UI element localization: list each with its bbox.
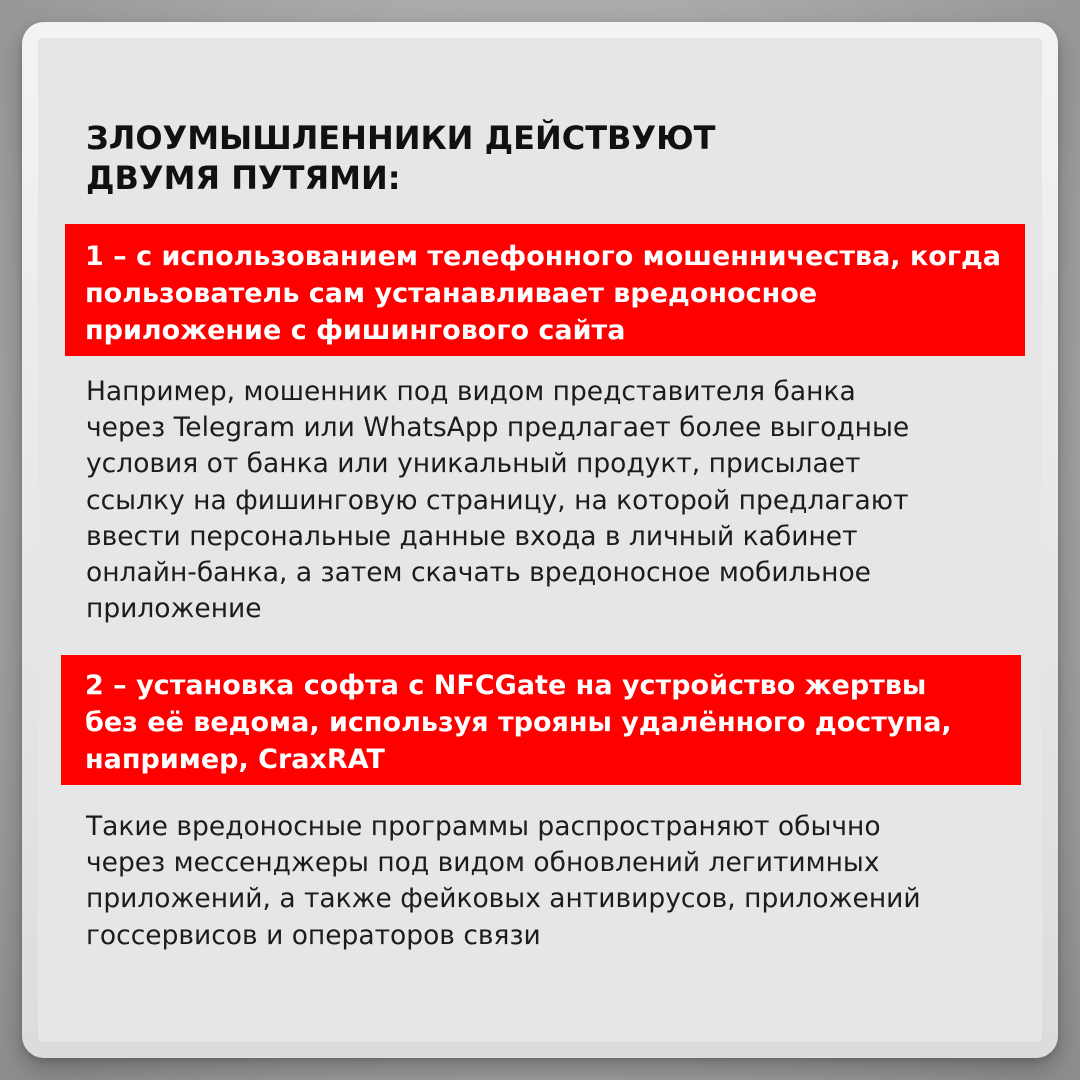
method-1-description-line: приложение [86,593,262,625]
method-2-description-line: через мессенджеры под видом обновлений легитимных [86,847,880,879]
method-2-title-line: без её ведома, используя трояны удалённого доступа, [85,707,952,738]
page-title-line: ДВУМЯ ПУТЯМИ: [86,159,401,197]
method-1-description-line: ввести персональные данные входа в личный кабинет [86,520,858,552]
method-2-description-line: госсервисов и операторов связи [86,919,541,951]
method-2-banner [61,655,1021,785]
method-1-description-line: онлайн-банка, а затем скачать вредоносное мобильное [86,557,871,589]
method-1-description-line: через Telegram или WhatsApp предлагает более выгодные [86,412,910,444]
method-2-description-line: приложений, а также фейковых антивирусов, приложений [86,883,921,915]
method-2-description [86,809,921,954]
method-1-banner [65,224,1025,356]
method-1-description-line: условия от банка или уникальный продукт, присылает [86,448,861,480]
method-1-description-line: Например, мошенник под видом представителя банка [86,376,856,407]
method-1-description [86,374,909,627]
method-1-title-line: 1 – с использованием телефонного мошенничества, когда [85,241,1001,272]
method-1-description-line: ссылку на фишинговую страницу, на которой предлагают [86,484,909,516]
method-2-title-line: например, CraxRAT [85,744,385,775]
method-1-title-line: приложение с фишингового сайта [85,315,626,346]
page-title-line: ЗЛОУМЫШЛЕННИКИ ДЕЙСТВУЮТ [86,119,716,157]
page-title [86,118,715,198]
method-1-title-line: пользователь сам устанавливает вредоносное [85,278,818,309]
method-2-description-line: Такие вредоносные программы распространяют обычно [86,811,881,842]
method-2-title-line: 2 – установка софта с NFCGate на устройство жертвы [85,670,927,701]
